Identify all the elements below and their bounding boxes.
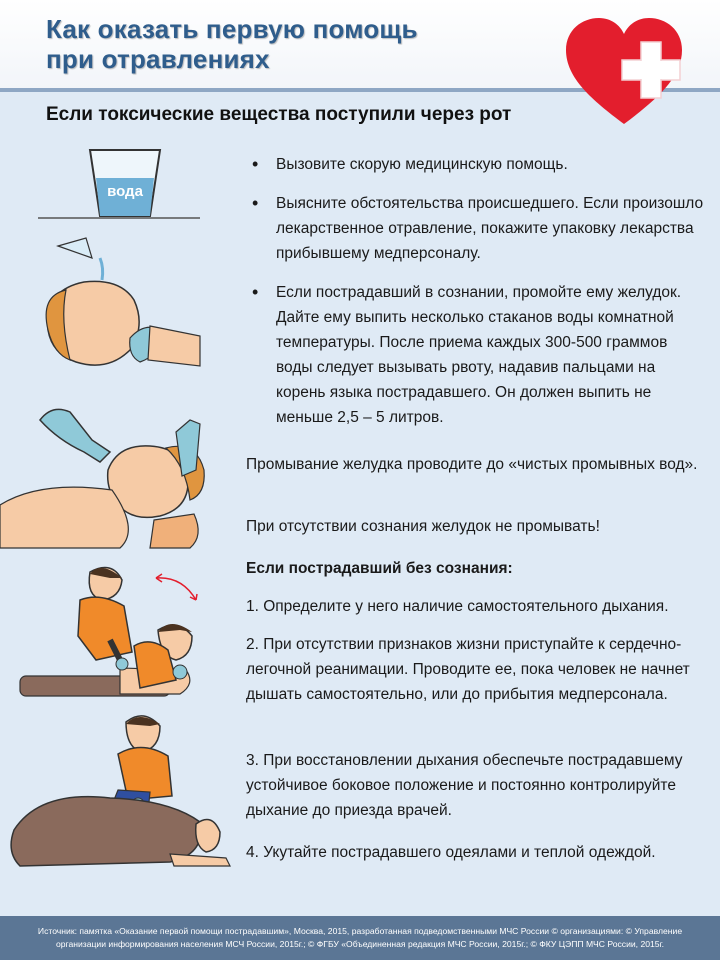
cpr-illustration (20, 568, 197, 697)
list-item: • Выясните обстоятельства происшедшего. Если произошло лекарственное отравление, покажите упаковку лекарства прибывшему медперсоналу. (246, 191, 706, 266)
source-footer (0, 916, 720, 960)
glass-label: вода (107, 183, 143, 200)
red-heart-with-white-cross-icon (562, 16, 686, 130)
recovery-position-illustration (11, 716, 230, 866)
drinking-person-illustration (46, 238, 200, 366)
unconscious-heading: Если пострадавший без сознания: (246, 560, 513, 577)
title-line-2: при отравлениях (46, 44, 270, 74)
first-aid-illustrations (0, 0, 240, 910)
instruction-bullet-list (246, 152, 706, 444)
step-3-text: 3. При восстановлении дыхания обеспечьте пострадавшему устойчивое боковое положение и постоянно контролируйте дыхание до приезда врачей. (246, 752, 683, 819)
no-lavage-warning: При отсутствии сознания желудок не промывать! (246, 518, 600, 535)
step-1-text: 1. Определите у него наличие самостоятельного дыхания. (246, 598, 669, 615)
list-item: • Вызовите скорую медицинскую помощь. (246, 152, 706, 177)
step-4-text: 4. Укутайте пострадавшего одеялами и теплой одеждой. (246, 844, 656, 861)
step-2-text: 2. При отсутствии признаков жизни приступайте к сердечно-легочной реанимации. Проводите ее, пока человек не начнет дышать самостоятельно, или до прибытия медперсонала. (246, 636, 690, 703)
water-glass-illustration (38, 150, 200, 218)
section-subtitle: Если токсические вещества поступили через рот (46, 104, 512, 125)
induce-vomiting-illustration (0, 409, 204, 548)
lavage-paragraph: Промывание желудка проводите до «чистых промывных вод». (246, 456, 698, 473)
list-item: • Если пострадавший в сознании, промойте ему желудок. Дайте ему выпить несколько стаканов воды комнатной температуры. После приема каждых 300-500 граммов воды следует вызывать рвоту, надавив пальцами на корень языка пострадавшего. Он должен выпить не меньше 2,5 – 5 литров. (246, 280, 706, 430)
title-line-1: Как оказать первую помощь (46, 14, 418, 44)
source-text: Источник: памятка «Оказание первой помощи пострадавшим», Москва, 2015, разработанная подведомственными МЧС России © организациями: © Управление организации информирования населения МСЧ России, 2015г.; © ФГБУ «Объединенная редакция МЧС России, 2015г.; © ФКУ ЦЭПП МЧС России, 2015г. (37, 926, 683, 949)
